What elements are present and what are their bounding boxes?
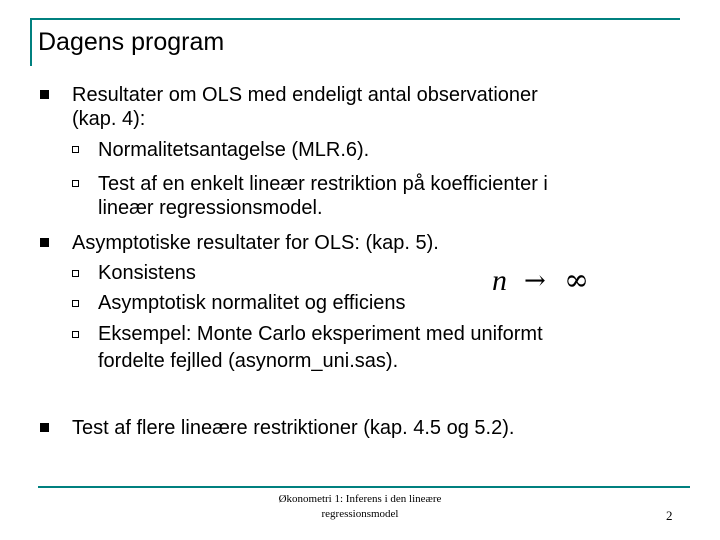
sub-bullet-text: Eksempel: Monte Carlo eksperiment med uniformt (98, 323, 543, 345)
bullet-square-icon (40, 423, 49, 432)
sub-bullet-box-icon (72, 146, 79, 153)
footer-line-2: regressionsmodel (321, 508, 399, 520)
slide-title: Dagens program (38, 28, 225, 56)
sub-bullet-text: Normalitetsantagelse (MLR.6). (98, 139, 370, 161)
footer-caption (250, 492, 470, 522)
bullet-text: (kap. 4): (72, 108, 146, 130)
sub-bullet-text: Test af en enkelt lineær restriktion på koefficienter i (98, 173, 548, 195)
bullet-text: Resultater om OLS med endeligt antal observationer (72, 84, 538, 106)
sub-bullet-box-icon (72, 180, 79, 187)
sub-bullet-box-icon (72, 270, 79, 277)
limit-formula (490, 262, 610, 298)
sub-bullet-text: Asymptotisk normalitet og efficiens (98, 292, 406, 314)
sub-bullet-box-icon (72, 300, 79, 307)
page-number: 2 (666, 508, 673, 523)
sub-bullet-box-icon (72, 331, 79, 338)
bullet-square-icon (40, 90, 49, 99)
formula-arrow: → (524, 266, 546, 296)
formula-infinity: ∞ (564, 263, 589, 298)
footer-rule (38, 486, 690, 488)
sub-bullet-text: fordelte fejlled (asynorm_uni.sas). (98, 350, 399, 372)
footer-line-1: Økonometri 1: Inferens i den lineære (278, 493, 442, 505)
bullet-square-icon (40, 238, 49, 247)
sub-bullet-text: lineær regressionsmodel. (98, 197, 323, 219)
formula-n: n (492, 264, 507, 297)
bullet-text: Test af flere lineære restriktioner (kap. 4.5 og 5.2). (72, 417, 515, 439)
sub-bullet-text: Konsistens (98, 262, 196, 284)
bullet-text: Asymptotiske resultater for OLS: (kap. 5). (72, 232, 439, 254)
